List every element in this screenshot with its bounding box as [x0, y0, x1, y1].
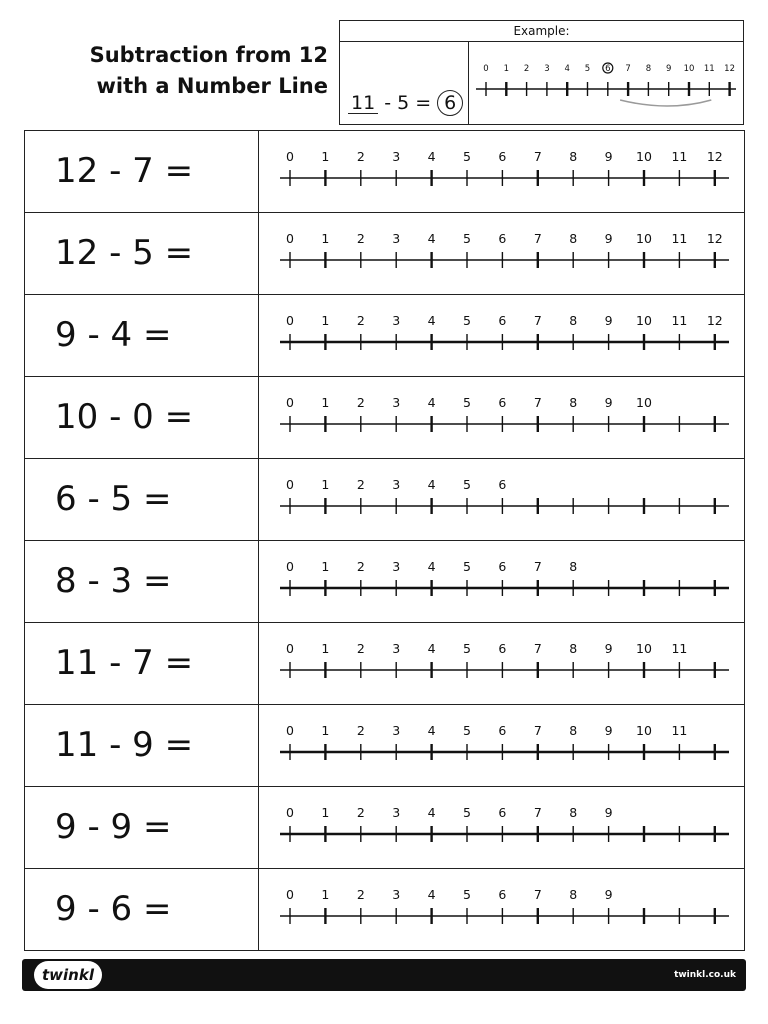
- number-line-label: 2: [356, 887, 365, 902]
- number-line-label: 3: [392, 641, 401, 656]
- number-line-label: 8: [569, 887, 578, 902]
- problem-row: [25, 131, 744, 213]
- number-line-label: 12: [706, 149, 723, 164]
- number-line-label: 0: [286, 231, 294, 246]
- number-line-label: 11: [703, 64, 715, 74]
- problem-equation: 9 - 4 =: [55, 315, 172, 355]
- number-line-label: 11: [671, 149, 688, 164]
- number-line-label: 6: [498, 887, 507, 902]
- problem-equation: 8 - 3 =: [55, 561, 172, 601]
- problem-cell: [25, 459, 259, 540]
- number-line-label: 1: [321, 887, 330, 902]
- number-line-svg: [259, 541, 744, 623]
- number-line-label: 6: [498, 805, 507, 820]
- number-line-label: 2: [523, 64, 530, 74]
- number-line-label: 4: [427, 231, 436, 246]
- problem-equation: 11 - 9 =: [55, 725, 194, 765]
- example-minuend: 11: [348, 93, 378, 114]
- example-answer-circle: 6: [437, 90, 463, 116]
- number-line-label: 6: [498, 723, 507, 738]
- number-line-svg: [259, 377, 744, 459]
- number-line-label: 7: [533, 805, 542, 820]
- number-line-label: 5: [463, 477, 471, 492]
- example-heading: Example:: [340, 21, 743, 42]
- number-line-label: 6: [498, 559, 507, 574]
- number-line-label: 8: [569, 641, 578, 656]
- problem-equation: 11 - 7 =: [55, 643, 194, 683]
- number-line-label: 9: [604, 641, 613, 656]
- number-line-label: 2: [356, 477, 365, 492]
- problem-equation: 6 - 5 =: [55, 479, 172, 519]
- number-line-label: 0: [286, 149, 294, 164]
- number-line-cell: [259, 623, 744, 704]
- example-number-line-svg: [471, 42, 743, 124]
- number-line-label: 1: [321, 231, 330, 246]
- number-line-label: 9: [604, 887, 613, 902]
- number-line-label: 8: [645, 64, 652, 74]
- number-line-label: 6: [498, 231, 507, 246]
- number-line-label: 0: [483, 64, 489, 74]
- number-line-label: 6: [498, 477, 507, 492]
- number-line-svg: [259, 295, 744, 377]
- number-line-svg: [259, 623, 744, 705]
- number-line-label: 7: [533, 559, 542, 574]
- number-line-label: 8: [569, 395, 578, 410]
- number-line-label: 5: [463, 231, 471, 246]
- number-line-label: 4: [427, 477, 436, 492]
- number-line-label: 11: [671, 313, 688, 328]
- number-line-label: 8: [569, 559, 578, 574]
- footer-bar: [22, 959, 746, 991]
- number-line-label: 6: [498, 641, 507, 656]
- number-line-label: 4: [427, 559, 436, 574]
- number-line-label: 3: [392, 477, 401, 492]
- number-line-label: 0: [286, 477, 294, 492]
- number-line-label: 1: [321, 805, 330, 820]
- number-line-cell: [259, 295, 744, 376]
- number-line-label: 2: [356, 641, 365, 656]
- example-jump-arc: [620, 100, 711, 106]
- number-line-label: 3: [392, 231, 401, 246]
- number-line-label: 5: [463, 723, 471, 738]
- number-line-svg: [259, 705, 744, 787]
- problem-row: [25, 541, 744, 623]
- number-line-label: 0: [286, 313, 294, 328]
- number-line-label: 2: [356, 231, 365, 246]
- number-line-label: 9: [604, 805, 613, 820]
- number-line-label: 10: [636, 313, 652, 328]
- example-equation-cell: [340, 42, 469, 124]
- number-line-label: 0: [286, 559, 294, 574]
- logo-text: twinkl: [42, 966, 94, 984]
- problem-row: [25, 459, 744, 541]
- number-line-label: 4: [427, 395, 436, 410]
- problem-row: [25, 787, 744, 869]
- number-line-label: 2: [356, 149, 365, 164]
- number-line-label: 3: [544, 64, 550, 74]
- number-line-label: 7: [533, 395, 542, 410]
- number-line-label: 9: [604, 395, 613, 410]
- number-line-label: 7: [533, 723, 542, 738]
- number-line-label: 10: [683, 64, 695, 74]
- number-line-label: 1: [503, 64, 510, 74]
- number-line-label: 1: [321, 723, 330, 738]
- number-line-cell: [259, 787, 744, 868]
- number-line-cell: [259, 131, 744, 212]
- problem-cell: [25, 541, 259, 622]
- number-line-label: 8: [569, 231, 578, 246]
- number-line-label: 3: [392, 723, 401, 738]
- problem-equation: 9 - 6 =: [55, 889, 172, 929]
- problem-cell: [25, 623, 259, 704]
- number-line-label: 4: [564, 64, 570, 74]
- problem-row: [25, 623, 744, 705]
- number-line-label: 0: [286, 723, 294, 738]
- problem-row: [25, 295, 744, 377]
- example-equation: [348, 90, 463, 116]
- number-line-cell: [259, 541, 744, 622]
- number-line-label: 2: [356, 723, 365, 738]
- number-line-svg: [259, 787, 744, 869]
- number-line-label: 1: [321, 477, 330, 492]
- number-line-label: 0: [286, 641, 294, 656]
- number-line-cell: [259, 377, 744, 458]
- number-line-label: 0: [286, 805, 294, 820]
- number-line-label: 2: [356, 395, 365, 410]
- number-line-svg: [259, 869, 744, 951]
- number-line-label: 7: [625, 64, 631, 74]
- problem-cell: [25, 377, 259, 458]
- number-line-label: 5: [463, 641, 471, 656]
- problem-cell: [25, 213, 259, 294]
- number-line-label: 7: [533, 313, 542, 328]
- number-line-label: 12: [706, 231, 723, 246]
- number-line-cell: [259, 213, 744, 294]
- number-line-label: 4: [427, 805, 436, 820]
- twinkl-logo: [34, 961, 102, 989]
- number-line-label: 9: [604, 231, 613, 246]
- number-line-label: 7: [533, 887, 542, 902]
- number-line-label: 6: [498, 395, 507, 410]
- problem-equation: 9 - 9 =: [55, 807, 172, 847]
- number-line-label: 11: [671, 641, 688, 656]
- number-line-label: 4: [427, 149, 436, 164]
- number-line-label: 3: [392, 805, 401, 820]
- number-line-label: 1: [321, 149, 330, 164]
- number-line-label: 3: [392, 395, 401, 410]
- problem-row: [25, 377, 744, 459]
- number-line-label: 1: [321, 559, 330, 574]
- number-line-label: 10: [636, 395, 652, 410]
- number-line-label: 12: [706, 313, 723, 328]
- problem-cell: [25, 131, 259, 212]
- number-line-label: 4: [427, 313, 436, 328]
- number-line-label: 10: [636, 149, 652, 164]
- example-number-line: [471, 42, 743, 128]
- number-line-label: 6: [605, 64, 611, 74]
- number-line-label: 5: [463, 559, 471, 574]
- number-line-label: 5: [463, 887, 471, 902]
- number-line-label: 9: [604, 149, 613, 164]
- problem-row: [25, 213, 744, 295]
- worksheet-title: [60, 40, 328, 102]
- problem-cell: [25, 295, 259, 376]
- number-line-label: 5: [463, 805, 471, 820]
- number-line-label: 3: [392, 887, 401, 902]
- number-line-label: 7: [533, 231, 542, 246]
- worksheet-table: [24, 130, 745, 951]
- number-line-label: 8: [569, 149, 578, 164]
- number-line-label: 2: [356, 559, 365, 574]
- number-line-label: 3: [392, 559, 401, 574]
- number-line-label: 1: [321, 313, 330, 328]
- problem-cell: [25, 869, 259, 951]
- number-line-label: 7: [533, 149, 542, 164]
- title-line-2: with a Number Line: [96, 74, 328, 98]
- number-line-label: 1: [321, 395, 330, 410]
- problem-cell: [25, 787, 259, 868]
- title-line-1: Subtraction from 12: [89, 43, 328, 67]
- number-line-cell: [259, 705, 744, 786]
- number-line-label: 12: [724, 64, 736, 74]
- number-line-svg: [259, 459, 744, 541]
- number-line-label: 3: [392, 313, 401, 328]
- problem-equation: 12 - 5 =: [55, 233, 194, 273]
- number-line-label: 6: [498, 149, 507, 164]
- problem-cell: [25, 705, 259, 786]
- number-line-label: 5: [463, 149, 471, 164]
- number-line-label: 8: [569, 723, 578, 738]
- number-line-label: 10: [636, 723, 652, 738]
- number-line-label: 5: [584, 64, 591, 74]
- number-line-label: 10: [636, 641, 652, 656]
- number-line-cell: [259, 459, 744, 540]
- number-line-cell: [259, 869, 744, 951]
- problem-row: [25, 869, 744, 951]
- example-rest: - 5 =: [378, 92, 438, 114]
- number-line-label: 11: [671, 723, 688, 738]
- number-line-label: 2: [356, 805, 365, 820]
- number-line-label: 4: [427, 887, 436, 902]
- number-line-label: 2: [356, 313, 365, 328]
- number-line-label: 4: [427, 641, 436, 656]
- number-line-label: 0: [286, 887, 294, 902]
- problem-equation: 10 - 0 =: [55, 397, 194, 437]
- number-line-label: 9: [604, 313, 613, 328]
- number-line-label: 8: [569, 313, 578, 328]
- number-line-label: 0: [286, 395, 294, 410]
- number-line-label: 5: [463, 395, 471, 410]
- number-line-label: 5: [463, 313, 471, 328]
- number-line-label: 10: [636, 231, 652, 246]
- number-line-label: 4: [427, 723, 436, 738]
- number-line-label: 1: [321, 641, 330, 656]
- number-line-label: 9: [604, 723, 613, 738]
- number-line-label: 8: [569, 805, 578, 820]
- number-line-label: 6: [498, 313, 507, 328]
- number-line-svg: [259, 213, 744, 295]
- number-line-label: 7: [533, 641, 542, 656]
- problem-equation: 12 - 7 =: [55, 151, 194, 191]
- problem-row: [25, 705, 744, 787]
- number-line-svg: [259, 131, 744, 213]
- site-url: twinkl.co.uk: [674, 970, 736, 980]
- example-box: [339, 20, 744, 125]
- number-line-label: 3: [392, 149, 401, 164]
- number-line-label: 11: [671, 231, 688, 246]
- number-line-label: 9: [665, 64, 672, 74]
